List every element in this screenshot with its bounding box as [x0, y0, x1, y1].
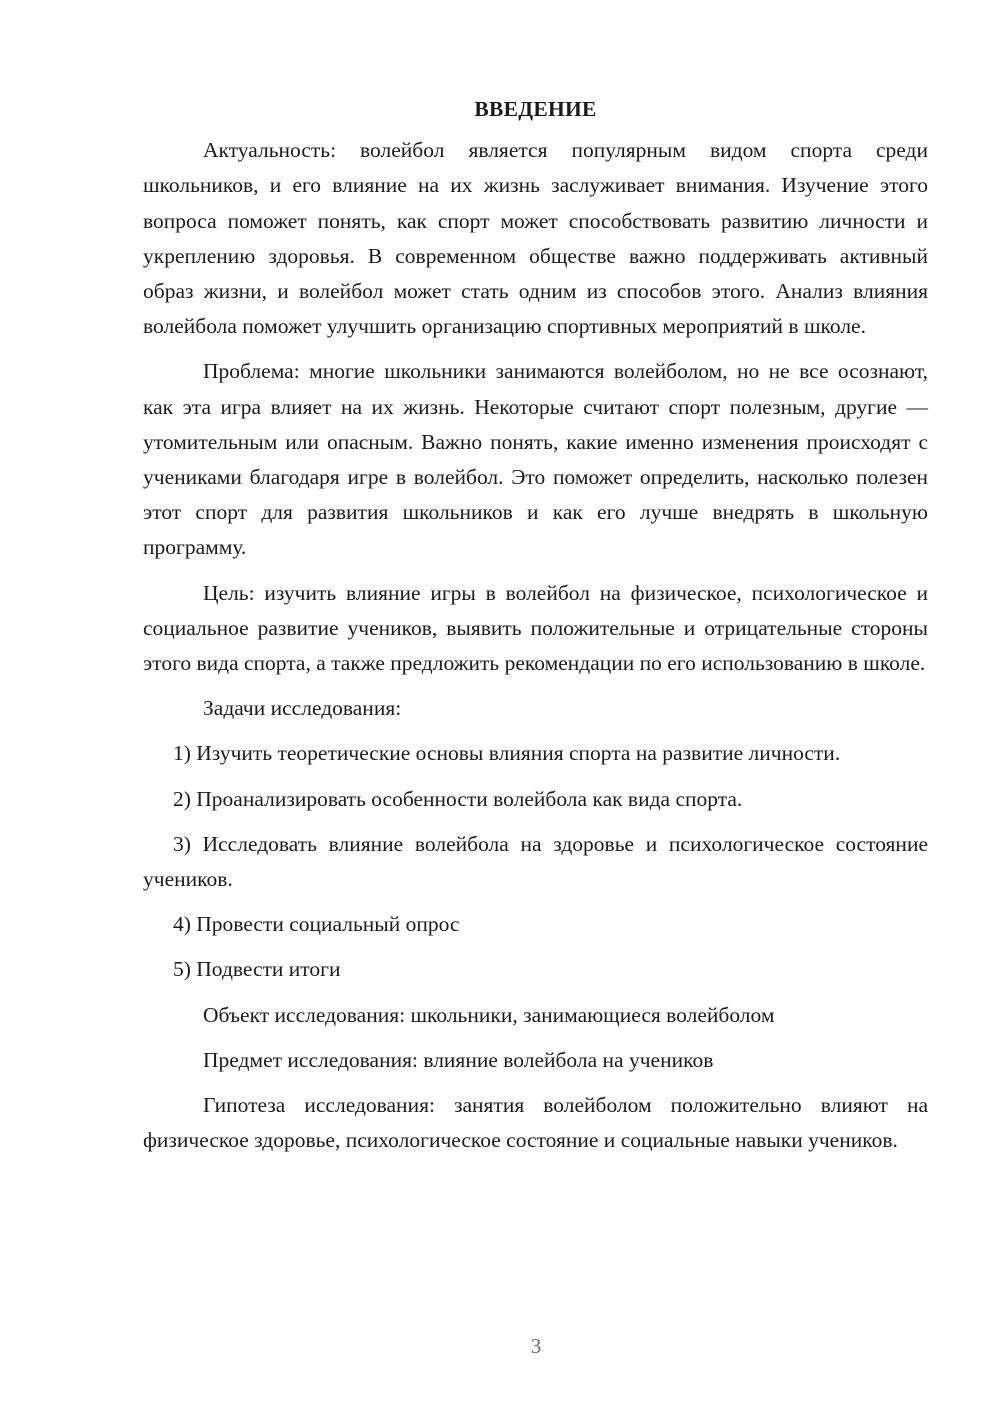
section-title: ВВЕДЕНИЕ [474, 97, 597, 121]
document-page [143, 92, 928, 1168]
paragraph-object: Объект исследования: школьники, занимающиеся волейболом [203, 1002, 775, 1027]
task-item-3: 3) Исследовать влияние волейбола на здоровье и психологическое состояние учеников. [143, 831, 928, 892]
task-item-2: 2) Проанализировать особенности волейбола как вида спорта. [173, 786, 743, 811]
paragraph-relevance: Актуальность: волейбол является популярным видом спорта среди школьников, и его влияние на их жизнь заслуживает внимания. Изучение этого вопроса поможет понять, как спорт может способствовать развитию личности и укреплению здоровья. В современном обществе важно поддерживать активный образ жизни, и волейбол может стать одним из способов этого. Анализ влияния волейбола поможет улучшить организацию спортивных мероприятий в школе. [143, 138, 928, 339]
page-number: 3 [530, 1334, 542, 1358]
paragraph-subject: Предмет исследования: влияние волейбола на учеников [203, 1047, 714, 1072]
paragraph-hypothesis: Гипотеза исследования: занятия волейболом положительно влияют на физическое здоровье, психологическое состояние и социальные навыки учеников. [143, 1093, 928, 1153]
paragraph-goal: Цель: изучить влияние игры в волейбол на физическое, психологическое и социальное развитие учеников, выявить положительные и отрицательные стороны этого вида спорта, а также предложить рекомендации по его использованию в школе. [143, 580, 928, 676]
task-item-5: 5) Подвести итоги [173, 957, 341, 982]
task-item-1: 1) Изучить теоретические основы влияния спорта на развитие личности. [173, 741, 841, 766]
paragraph-problem: Проблема: многие школьники занимаются волейболом, но не все осознают, как эта игра влияет на их жизнь. Некоторые считают спорт полезным, другие — утомительным или опасным. Важно понять, какие именно изменения происходят с учениками благодаря игре в волейбол. Это поможет определить, насколько полезен этот спорт для развития школьников и как его лучше внедрять в школьную программу. [143, 359, 928, 560]
task-item-4: 4) Провести социальный опрос [173, 912, 460, 937]
tasks-heading: Задачи исследования: [203, 696, 402, 721]
